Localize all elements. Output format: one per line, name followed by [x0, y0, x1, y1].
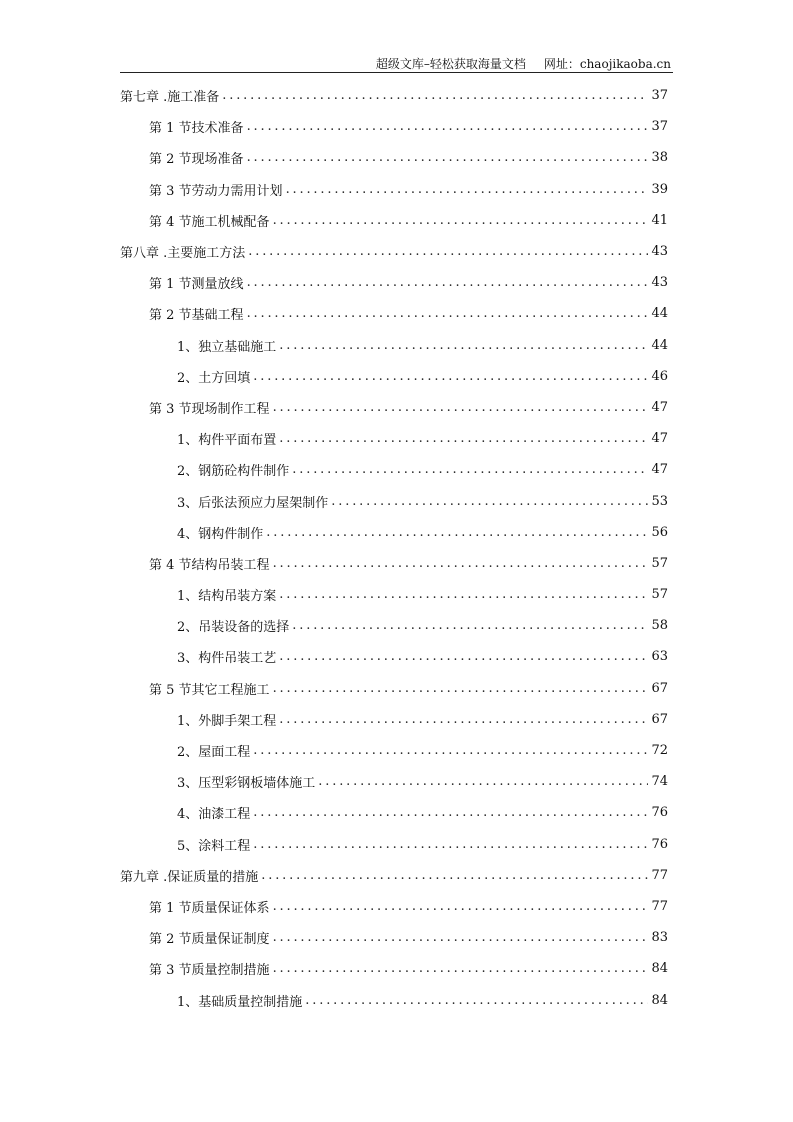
- toc-page-number: 67: [651, 680, 668, 696]
- toc-entry[interactable]: [120, 111, 668, 142]
- toc-page-number: 67: [651, 711, 668, 727]
- toc-entry[interactable]: [120, 361, 668, 392]
- toc-entry[interactable]: [120, 766, 668, 797]
- toc-entry-title: 外脚手架工程: [198, 713, 277, 729]
- toc-entry-number: 4、: [177, 526, 199, 542]
- toc-entry-number: 第 4 节: [149, 214, 192, 230]
- toc-entry-number: 第 1 节: [149, 900, 192, 916]
- toc-page-number: 72: [651, 743, 668, 759]
- toc-entry-number: 3、: [177, 495, 199, 511]
- toc-entry-title: 基础质量控制措施: [198, 994, 303, 1010]
- header-title: 超级文库–轻松获取海量文档: [375, 57, 526, 71]
- toc-entry-title: 第七章 .施工准备: [120, 90, 220, 106]
- toc-dot-leader: [273, 961, 649, 976]
- toc-dot-leader: [292, 618, 648, 633]
- toc-page-number: 47: [651, 431, 668, 447]
- toc-entry-number: 2、: [177, 620, 199, 636]
- toc-dot-leader: [247, 275, 649, 290]
- toc-entry-title: 现场准备: [191, 152, 244, 168]
- toc-entry[interactable]: [120, 735, 668, 766]
- toc-entry-title: 技术准备: [191, 121, 244, 137]
- toc-entry[interactable]: [120, 80, 668, 111]
- toc-page-number: 77: [651, 898, 668, 914]
- toc-dot-leader: [248, 244, 648, 259]
- toc-page-number: 77: [651, 867, 668, 883]
- toc-dot-leader: [247, 119, 649, 134]
- toc-entry-title: 现场制作工程: [191, 401, 270, 417]
- toc-dot-leader: [273, 930, 649, 945]
- toc-entry[interactable]: [120, 454, 668, 485]
- toc-entry[interactable]: [120, 579, 668, 610]
- toc-page-number: 84: [651, 992, 668, 1008]
- toc-page-number: 63: [651, 649, 668, 665]
- toc-page-number: 47: [651, 462, 668, 478]
- toc-entry-number: 1、: [177, 589, 199, 605]
- toc-entry-number: 1、: [177, 339, 199, 355]
- toc-entry-number: 第 5 节: [149, 682, 192, 698]
- toc-entry[interactable]: [120, 330, 668, 361]
- toc-dot-leader: [273, 681, 649, 696]
- toc-page-number: 37: [651, 88, 668, 104]
- toc-entry-title: 构件吊装工艺: [198, 651, 277, 667]
- toc-entry-number: 第 1 节: [149, 277, 192, 293]
- toc-entry-number: 第 3 节: [149, 183, 192, 199]
- toc-entry-number: 第 2 节: [149, 932, 192, 948]
- toc-entry[interactable]: [120, 174, 668, 205]
- toc-entry-title: 后张法预应力屋架制作: [198, 495, 329, 511]
- toc-entry[interactable]: [120, 236, 668, 267]
- toc-entry-title: 钢筋砼构件制作: [198, 464, 290, 480]
- toc-page-number: 83: [651, 930, 668, 946]
- toc-entry-title: 土方回填: [198, 370, 251, 386]
- toc-dot-leader: [273, 899, 649, 914]
- toc-page-number: 74: [651, 774, 668, 790]
- toc-entry-number: 1、: [177, 994, 199, 1010]
- toc-page-number: 76: [651, 836, 668, 852]
- header-text: [376, 55, 671, 72]
- toc-dot-leader: [273, 556, 649, 571]
- toc-entry[interactable]: [120, 922, 668, 953]
- toc-entry-number: 1、: [177, 713, 199, 729]
- toc-page-number: 41: [651, 212, 668, 228]
- toc-dot-leader: [253, 369, 648, 384]
- toc-page-number: 57: [651, 587, 668, 603]
- toc-entry-number: 2、: [177, 745, 199, 761]
- toc-entry[interactable]: [120, 704, 668, 735]
- toc-entry-title: 质量控制措施: [191, 963, 270, 979]
- toc-dot-leader: [318, 774, 648, 789]
- toc-page-number: 38: [651, 150, 668, 166]
- toc-entry[interactable]: [120, 267, 668, 298]
- toc-entry[interactable]: [120, 392, 668, 423]
- toc-page-number: 37: [651, 119, 668, 135]
- toc-page-number: 39: [651, 181, 668, 197]
- toc-dot-leader: [279, 338, 648, 353]
- toc-page-number: 43: [651, 244, 668, 260]
- page-header: [120, 52, 673, 73]
- toc-page-number: 47: [651, 399, 668, 415]
- toc-page-number: 46: [651, 368, 668, 384]
- toc-entry[interactable]: [120, 641, 668, 672]
- toc-entry-title: 测量放线: [191, 277, 244, 293]
- toc-page-number: 56: [651, 524, 668, 540]
- toc-entry-title: 屋面工程: [198, 745, 251, 761]
- toc-entry[interactable]: [120, 797, 668, 828]
- toc-dot-leader: [261, 868, 648, 883]
- toc-dot-leader: [286, 182, 649, 197]
- header-site: 网址：chaojikaoba.cn: [543, 57, 671, 71]
- toc-entry-title: 涂料工程: [198, 838, 251, 854]
- toc-entry-title: 第八章 .主要施工方法: [120, 246, 246, 262]
- toc-entry-title: 质量保证制度: [191, 932, 270, 948]
- toc-entry-title: 油漆工程: [198, 807, 251, 823]
- toc-dot-leader: [247, 150, 649, 165]
- toc-dot-leader: [305, 993, 648, 1008]
- toc-dot-leader: [253, 837, 648, 852]
- toc-entry-title: 结构吊装方案: [198, 589, 277, 605]
- toc-page-number: 76: [651, 805, 668, 821]
- toc-entry[interactable]: [120, 610, 668, 641]
- toc-dot-leader: [292, 462, 648, 477]
- toc-entry-title: 吊装设备的选择: [198, 620, 290, 636]
- toc-page-number: 43: [651, 275, 668, 291]
- toc-entry-number: 2、: [177, 464, 199, 480]
- toc-entry-title: 施工机械配备: [191, 214, 270, 230]
- toc-entry-number: 第 2 节: [149, 308, 192, 324]
- toc-dot-leader: [331, 494, 648, 509]
- toc-entry-title: 劳动力需用计划: [191, 183, 283, 199]
- toc-dot-leader: [253, 805, 648, 820]
- toc-page-number: 44: [651, 306, 668, 322]
- toc-entry-title: 其它工程施工: [191, 682, 270, 698]
- toc-entry-number: 第 1 节: [149, 121, 192, 137]
- toc-entry[interactable]: [120, 142, 668, 173]
- toc-page-number: 44: [651, 337, 668, 353]
- toc-entry-title: 第九章 .保证质量的措施: [120, 869, 259, 885]
- toc-entry[interactable]: [120, 673, 668, 704]
- toc-dot-leader: [266, 525, 648, 540]
- toc-entry-title: 构件平面布置: [198, 433, 277, 449]
- toc-entry-number: 1、: [177, 433, 199, 449]
- toc-page-number: 58: [651, 618, 668, 634]
- toc-page-number: 84: [651, 961, 668, 977]
- toc-entry-number: 3、: [177, 651, 199, 667]
- toc-dot-leader: [247, 306, 649, 321]
- toc-entry-number: 4、: [177, 807, 199, 823]
- toc-entry[interactable]: [120, 953, 668, 984]
- toc-entry-number: 第 2 节: [149, 152, 192, 168]
- toc-entry[interactable]: [120, 205, 668, 236]
- toc-entry[interactable]: [120, 548, 668, 579]
- toc-entry[interactable]: [120, 829, 668, 860]
- toc-entry-number: 2、: [177, 370, 199, 386]
- toc-dot-leader: [273, 400, 649, 415]
- toc-dot-leader: [279, 431, 648, 446]
- toc-entry-number: 第 4 节: [149, 557, 192, 573]
- toc-entry[interactable]: [120, 298, 668, 329]
- toc-entry-number: 3、: [177, 776, 199, 792]
- toc-entry[interactable]: [120, 423, 668, 454]
- toc-dot-leader: [279, 587, 648, 602]
- toc-entry-number: 5、: [177, 838, 199, 854]
- toc-dot-leader: [279, 712, 648, 727]
- toc-dot-leader: [253, 743, 648, 758]
- toc-entry[interactable]: [120, 860, 668, 891]
- toc-dot-leader: [273, 213, 649, 228]
- toc-entry-title: 独立基础施工: [198, 339, 277, 355]
- toc-entry-title: 基础工程: [191, 308, 244, 324]
- toc-dot-leader: [279, 649, 648, 664]
- toc-entry-number: 第 3 节: [149, 401, 192, 417]
- toc-entry[interactable]: [120, 891, 668, 922]
- toc-page-number: 53: [651, 493, 668, 509]
- toc-entry[interactable]: [120, 517, 668, 548]
- toc-entry[interactable]: [120, 984, 668, 1015]
- table-of-contents: [120, 80, 668, 1016]
- toc-entry-title: 压型彩钢板墙体施工: [198, 776, 316, 792]
- toc-entry-title: 钢构件制作: [198, 526, 264, 542]
- toc-entry-title: 结构吊装工程: [191, 557, 270, 573]
- toc-page-number: 57: [651, 555, 668, 571]
- toc-entry[interactable]: [120, 485, 668, 516]
- toc-dot-leader: [222, 88, 648, 103]
- toc-entry-title: 质量保证体系: [191, 900, 270, 916]
- toc-entry-number: 第 3 节: [149, 963, 192, 979]
